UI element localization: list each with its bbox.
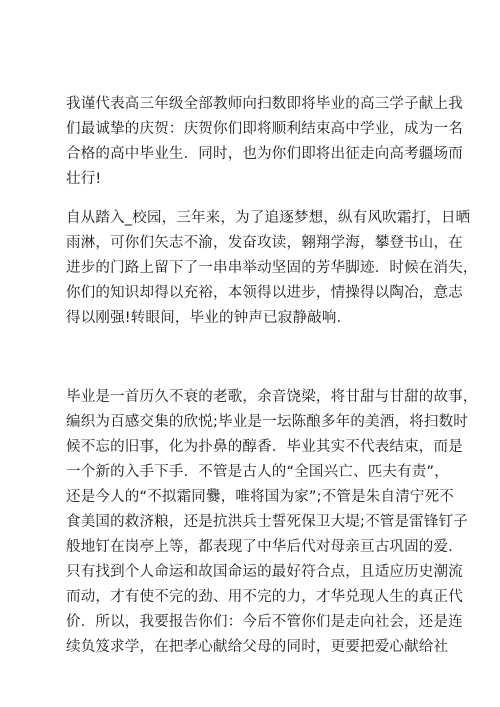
text-line: 合格的高中毕业生．同时，也为你们即将出征走向高考疆场而 [66,146,463,162]
text-line: 我谨代表高三年级全部教师向扫数即将毕业的高三学子献上我 [66,96,463,112]
text-line: 还是今人的“不拟霜同爨，唯将国为家”;不管是朱自清宁死不 [66,489,455,505]
text-line: 进步的门路上留下了一串串举动坚固的芳华脚迹．时候在消失， [66,260,478,276]
text-line: 而动，才有使不完的劲、用不完的力，才华兑现人生的真正代 [66,589,463,605]
text-line: 雨淋，可你们矢志不渝，发奋攻读，翱翔学海，攀登书山，在 [66,235,463,251]
text-line: 得以刚强!转眼间，毕业的钟声已寂静敲响． [66,310,352,326]
text-line: 价．所以，我要报告你们：今后不管你们是走向社会，还是连 [66,614,463,630]
text-line: 你们的知识却得以充裕，本领得以进步，情操得以陶冶，意志 [66,285,463,301]
paragraph-graduation [66,385,478,660]
text-line: 们最诚挚的庆贺：庆贺你们即将顺利结束高中学业，成为一名 [66,121,463,137]
text-line: 编织为百感交集的欣悦;毕业是一坛陈酿多年的美酒，将扫数时 [66,414,468,430]
text-line: 毕业是一首历久不衰的老歌，余音饶梁，将甘甜与甘甜的故事， [66,389,478,405]
text-line: 食美国的救济粮，还是抗洪兵士誓死保卫大堤;不管是雷锋钉子 [66,514,468,530]
paragraph-congratulations [66,92,463,192]
text-line: 只有找到个人命运和故国命运的最好符合点，且适应历史潮流 [66,564,463,580]
text-line: 候不忘的旧事，化为扑鼻的醇香．毕业其实不代表结束，而是 [66,439,463,455]
text-line: 一个新的入手下手．不管是古人的“全国兴亡、匹夫有责”， [66,464,449,480]
text-line: 壮行! [66,171,102,187]
paragraph-three-years [66,206,478,331]
text-line: 续负笈求学，在把孝心献给父母的同时，更要把爱心献给社 [66,639,449,655]
text-line: 般地钉在岗亭上等，都表现了中华后代对母亲亘古巩固的爱． [66,539,463,555]
text-line: 自从踏入_校园，三年来，为了追逐梦想，纵有风吹霜打，日晒 [66,210,471,226]
